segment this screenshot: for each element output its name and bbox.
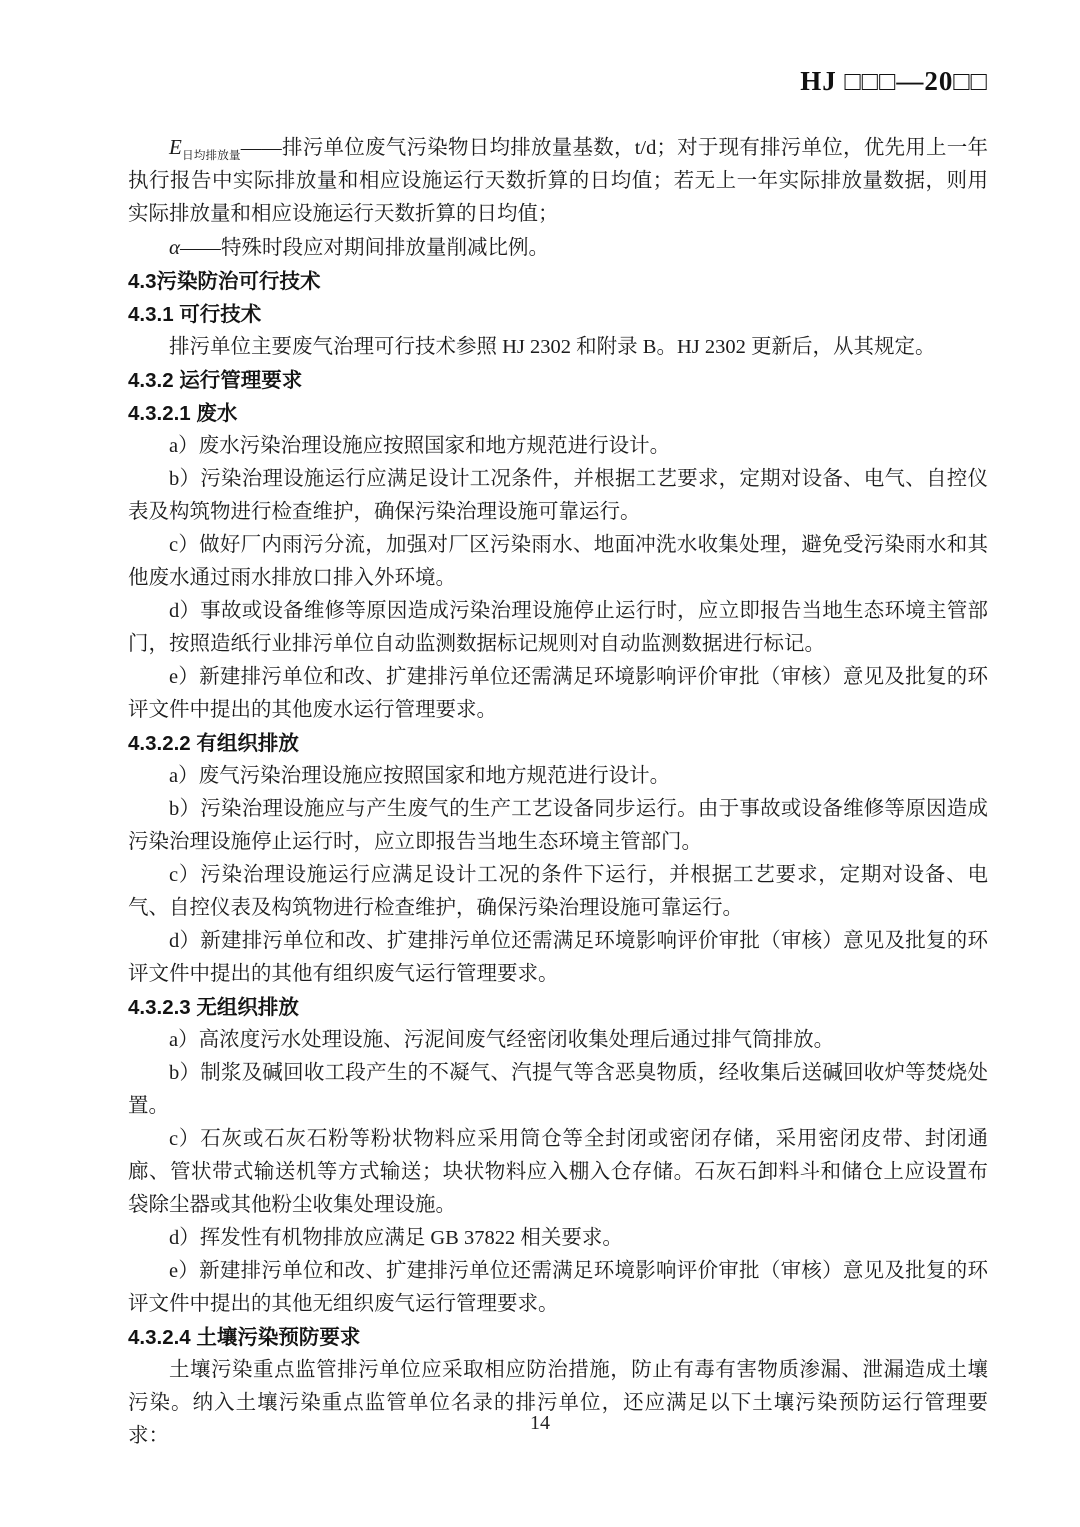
- body-paragraph: e）新建排污单位和改、扩建排污单位还需满足环境影响评价审批（审核）意见及批复的环评文件中提出的其他废水运行管理要求。: [128, 666, 988, 721]
- page-footer: [0, 1412, 1080, 1435]
- body-paragraph: d）新建排污单位和改、扩建排污单位还需满足环境影响评价审批（审核）意见及批复的环评文件中提出的其他有组织废气运行管理要求。: [128, 930, 988, 985]
- term-symbol-subscript: 日均排放量: [181, 150, 241, 162]
- body-paragraph: d）事故或设备维修等原因造成污染治理设施停止运行时，应立即报告当地生态环境主管部门，按照造纸行业排污单位自动监测数据标记规则对自动监测数据进行标记。: [128, 600, 988, 655]
- section-heading: 4.3.2.1 废水: [128, 402, 238, 425]
- body-paragraph: c）做好厂内雨污分流，加强对厂区污染雨水、地面冲洗水收集处理，避免受污染雨水和其他废水通过雨水排放口排入外环境。: [128, 534, 988, 589]
- term-symbol: α: [169, 235, 181, 259]
- body-paragraph: a）高浓度污水处理设施、污泥间废气经密闭收集处理后通过排气筒排放。: [169, 1029, 835, 1051]
- section-heading: 4.3.1 可行技术: [128, 303, 262, 326]
- section-heading: 4.3.2.3 无组织排放: [128, 996, 299, 1019]
- body-paragraph: d）挥发性有机物排放应满足 GB 37822 相关要求。: [169, 1227, 623, 1249]
- term-definition: [128, 131, 988, 231]
- body-paragraph: c）污染治理设施运行应满足设计工况的条件下运行，并根据工艺要求，定期对设备、电气、自控仪表及构筑物进行检查维护，确保污染治理设施可靠运行。: [128, 864, 988, 919]
- standard-code: HJ □□□—20□□: [800, 66, 988, 96]
- section-heading: 4.3.2 运行管理要求: [128, 369, 303, 392]
- term-text: ——排污单位废气污染物日均排放量基数，t/d；对于现有排污单位，优先用上一年执行报告中实际排放量和相应设施运行天数折算的日均值；若无上一年实际排放量数据，则用实际排放量和相应设施运行天数折算的日均值；: [128, 137, 989, 225]
- term-symbol: E: [169, 135, 182, 159]
- body-paragraph: 排污单位主要废气治理可行技术参照 HJ 2302 和附录 B。HJ 2302 更新后，从其规定。: [169, 336, 936, 358]
- body-paragraph: c）石灰或石灰石粉等粉状物料应采用筒仓等全封闭或密闭存储，采用密闭皮带、封闭通廊、管状带式输送机等方式输送；块状物料应入棚入仓存储。石灰石卸料斗和储仓上应设置布袋除尘器或其他粉尘收集处理设施。: [128, 1128, 988, 1216]
- page-number: 14: [530, 1412, 550, 1434]
- body-paragraph: b）污染治理设施应与产生废气的生产工艺设备同步运行。由于事故或设备维修等原因造成污染治理设施停止运行时，应立即报告当地生态环境主管部门。: [128, 798, 988, 853]
- section-heading: 4.3.2.2 有组织排放: [128, 732, 299, 755]
- document-content: [128, 131, 988, 1453]
- body-paragraph: e）新建排污单位和改、扩建排污单位还需满足环境影响评价审批（审核）意见及批复的环评文件中提出的其他无组织废气运行管理要求。: [128, 1260, 988, 1315]
- body-paragraph: a）废气污染治理设施应按照国家和地方规范进行设计。: [169, 765, 671, 787]
- section-heading: 4.3污染防治可行技术: [128, 270, 321, 293]
- page-header: [128, 66, 988, 97]
- body-paragraph: 土壤污染重点监管排污单位应采取相应防治措施，防止有毒有害物质渗漏、泄漏造成土壤污染。纳入土壤污染重点监管单位名录的排污单位，还应满足以下土壤污染预防运行管理要求：: [128, 1359, 988, 1447]
- body-paragraph: b）制浆及碱回收工段产生的不凝气、汽提气等含恶臭物质，经收集后送碱回收炉等焚烧处置。: [128, 1062, 988, 1117]
- term-definition: [128, 231, 988, 265]
- term-text: ——特殊时段应对期间排放量削减比例。: [180, 237, 550, 259]
- body-paragraph: a）废水污染治理设施应按照国家和地方规范进行设计。: [169, 435, 671, 457]
- section-heading: 4.3.2.4 土壤污染预防要求: [128, 1326, 361, 1349]
- body-paragraph: b）污染治理设施运行应满足设计工况条件，并根据工艺要求，定期对设备、电气、自控仪表及构筑物进行检查维护，确保污染治理设施可靠运行。: [128, 468, 988, 523]
